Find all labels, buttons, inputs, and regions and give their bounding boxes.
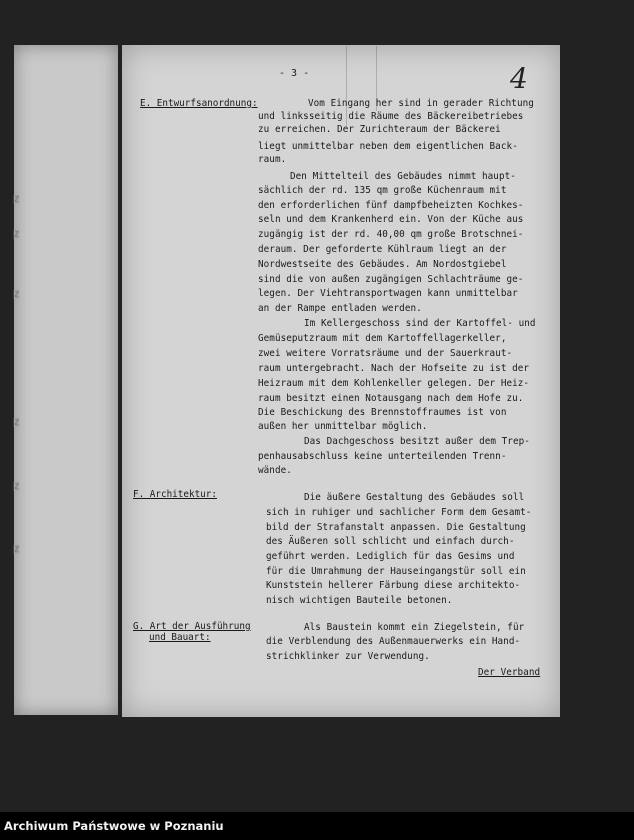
text-line: die Verblendung des Außenmauerwerks ein Hand- <box>266 636 521 647</box>
text-line: seln und dem Krankenherd ein. Von der Küche aus <box>258 214 524 225</box>
text-line: bild der Strafanstalt anpassen. Die Gestaltung <box>266 522 526 533</box>
archive-label: Archiwum Państwowe w Poznaniu <box>4 819 224 833</box>
archive-footer <box>0 812 634 840</box>
text-line: Gemüseputzraum mit dem Kartoffellagerkeller, <box>258 333 507 344</box>
text-line: Die äußere Gestaltung des Gebäudes soll <box>304 492 525 503</box>
text-line: für die Umrahmung der Hauseingangstür soll ein <box>266 566 526 577</box>
text-line: Der Verband <box>478 667 541 678</box>
left-margin-mark: Z <box>14 290 19 299</box>
section-g-label-line2: und Bauart: <box>149 632 211 643</box>
text-line: Kunststein hellerer Färbung diese architekto- <box>266 580 521 591</box>
text-line: strichklinker zur Verwendung. <box>266 651 430 662</box>
text-line: Als Baustein kommt ein Ziegelstein, für <box>304 622 525 633</box>
text-line: raum besitzt einen Notausgang nach dem Hofe zu. <box>258 393 524 404</box>
text-line: geführt werden. Lediglich für das Gesims und <box>266 551 515 562</box>
text-line: Im Kellergeschoss sind der Kartoffel- und <box>304 318 536 329</box>
text-line: den erforderlichen fünf dampfbeheizten Kochkes- <box>258 200 524 211</box>
text-line: außen her unmittelbar möglich. <box>258 421 428 432</box>
section-e-label: E. Entwurfsanordnung: <box>140 98 258 109</box>
text-line: legen. Der Viehtransportwagen kann unmittelbar <box>258 288 518 299</box>
text-line: Die Beschickung des Brennstoffraumes ist von <box>258 407 507 418</box>
left-margin-mark: Z <box>14 545 19 554</box>
text-line: und linksseitig die Räume des Bäckereibetriebes <box>258 111 524 122</box>
section-g-label-line1: G. Art der Ausführung <box>133 621 251 632</box>
handwritten-page-number: 4 <box>510 62 528 95</box>
text-line: Vom Eingang her sind in gerader Richtung <box>308 98 534 109</box>
text-line: zwei weitere Vorratsräume und der Sauerkraut- <box>258 348 513 359</box>
text-line: sich in ruhiger und sachlicher Form dem Gesamt- <box>266 507 532 518</box>
text-line: liegt unmittelbar neben dem eigentlichen Back- <box>258 141 518 152</box>
text-line: deraum. Der geforderte Kühlraum liegt an der <box>258 244 507 255</box>
left-margin-mark: Z <box>14 230 19 239</box>
text-line: Heizraum mit dem Kohlenkeller gelegen. Der Heiz- <box>258 378 530 389</box>
text-line: sächlich der rd. 135 qm große Küchenraum mit <box>258 185 507 196</box>
text-line: Den Mittelteil des Gebäudes nimmt haupt- <box>290 171 516 182</box>
left-margin-mark: Z <box>14 418 19 427</box>
text-line: zu erreichen. Der Zurichteraum der Bäckerei <box>258 124 501 135</box>
left-margin-mark: Z <box>14 195 19 204</box>
text-line: wände. <box>258 465 292 476</box>
text-line: nisch wichtigen Bauteile betonen. <box>266 595 453 606</box>
text-line: des Äußeren soll schlicht und einfach durch- <box>266 536 515 547</box>
left-margin-mark: Z <box>14 482 19 491</box>
text-line: raum untergebracht. Nach der Hofseite zu ist der <box>258 363 530 374</box>
text-line: zugängig ist der rd. 40,00 qm große Brotschnei- <box>258 229 524 240</box>
text-line: penhausabschluss keine unterteilenden Trenn- <box>258 451 507 462</box>
text-line: Das Dachgeschoss besitzt außer dem Trep- <box>304 436 530 447</box>
text-line: an der Rampe entladen werden. <box>258 303 422 314</box>
text-line: sind die von außen zugängigen Schlachträume ge- <box>258 274 524 285</box>
adjacent-page-strip <box>14 45 118 715</box>
text-line: Nordwestseite des Gebäudes. Am Nordostgiebel <box>258 259 507 270</box>
section-f-label: F. Architektur: <box>133 489 217 500</box>
text-line: raum. <box>258 154 287 165</box>
page-number: - 3 - <box>279 68 310 79</box>
